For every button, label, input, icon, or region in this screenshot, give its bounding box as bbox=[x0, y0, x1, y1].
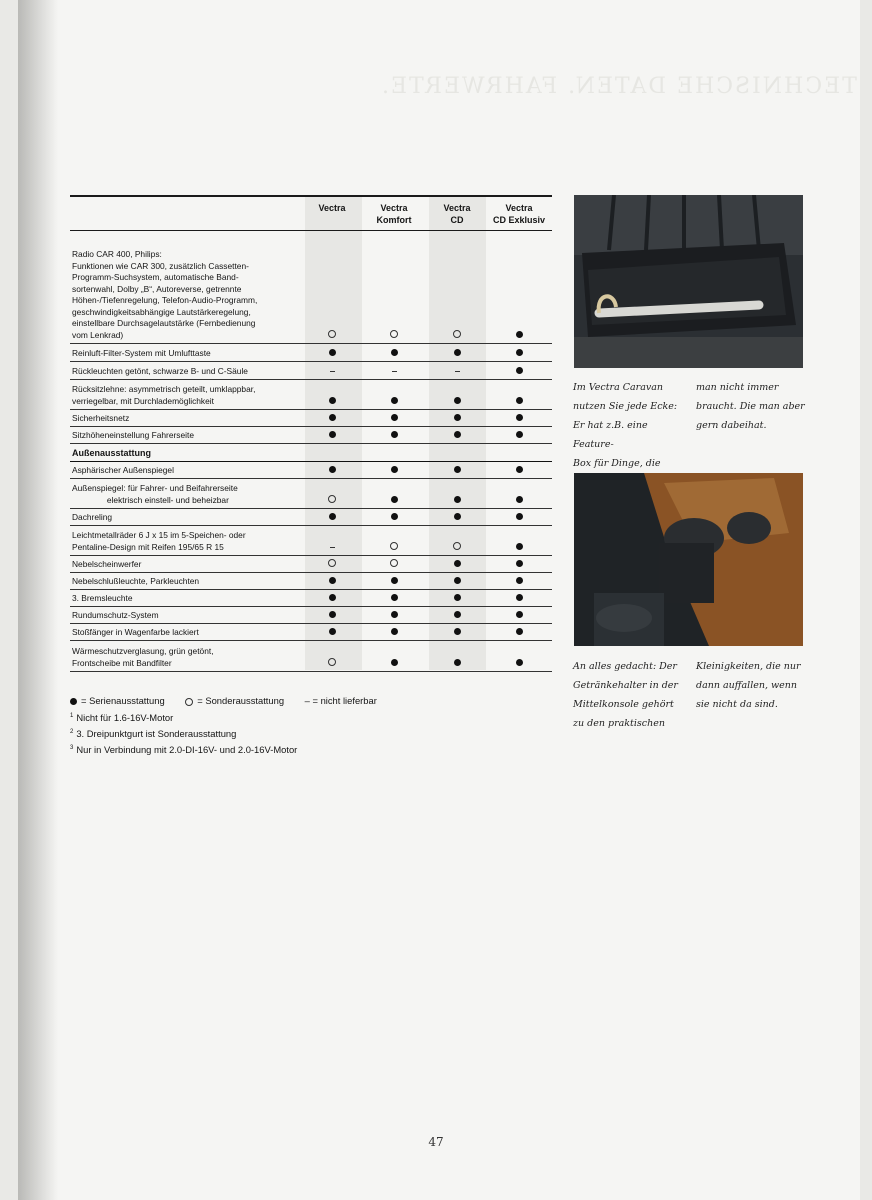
standard-mark bbox=[450, 576, 464, 587]
filled-dot-icon bbox=[391, 414, 398, 421]
unavailable-mark bbox=[387, 366, 401, 377]
filled-dot-icon bbox=[391, 628, 398, 635]
filled-dot-icon bbox=[454, 628, 461, 635]
standard-mark bbox=[387, 495, 401, 506]
standard-mark bbox=[512, 366, 526, 377]
filled-dot-icon bbox=[391, 577, 398, 584]
standard-mark bbox=[450, 559, 464, 570]
standard-mark bbox=[325, 576, 339, 587]
legend-optional: = Sonderausstattung bbox=[185, 694, 284, 707]
caption-cup-holder-2: Kleinigkeiten, die nur dann auffallen, wenn sie nicht da sind. bbox=[696, 661, 801, 710]
binding-shadow bbox=[18, 0, 58, 1200]
filled-dot-icon bbox=[516, 577, 523, 584]
standard-mark bbox=[325, 512, 339, 523]
standard-mark bbox=[325, 396, 339, 407]
standard-mark bbox=[450, 396, 464, 407]
standard-mark bbox=[450, 413, 464, 424]
filled-dot-icon bbox=[391, 659, 398, 666]
standard-mark bbox=[512, 396, 526, 407]
hollow-circle-icon bbox=[185, 698, 193, 706]
standard-mark bbox=[387, 348, 401, 359]
row-label: Asphärischer Außenspiegel bbox=[72, 464, 174, 475]
standard-mark bbox=[512, 512, 526, 523]
page-number: 47 bbox=[428, 1135, 444, 1149]
hollow-circle-icon bbox=[390, 330, 398, 338]
filled-dot-icon bbox=[516, 431, 523, 438]
filled-dot-icon bbox=[516, 560, 523, 567]
table-row bbox=[70, 641, 552, 672]
filled-dot-icon bbox=[329, 594, 336, 601]
filled-dot-icon bbox=[329, 628, 336, 635]
row-label: Dachreling bbox=[72, 511, 113, 522]
standard-mark bbox=[512, 430, 526, 441]
filled-dot-icon bbox=[454, 594, 461, 601]
hollow-circle-icon bbox=[390, 542, 398, 550]
standard-mark bbox=[512, 610, 526, 621]
filled-dot-icon bbox=[391, 431, 398, 438]
filled-dot-icon bbox=[516, 543, 523, 550]
table-row bbox=[70, 410, 552, 427]
row-label: Reinluft-Filter-System mit Umlufttaste bbox=[72, 347, 211, 358]
table-row bbox=[70, 509, 552, 526]
filled-dot-icon bbox=[516, 659, 523, 666]
show-through-title: TECHNISCHE DATEN. FAHRWERTE. bbox=[380, 74, 857, 99]
standard-mark bbox=[387, 627, 401, 638]
row-label: Radio CAR 400, Philips: Funktionen wie CAR 300, zusätzlich Cassetten- Programm-Suchsystem, automatische Band- sortenwahl, Dolby „B“, Autoreverse, getrennte Höhen-/Tiefenregelung, Telefon-Audio-Programm, geschwindigkeitsabhängige Lautstärkeregelung, einstellbare Durchsagelautstärke (Fernbedienung vom Lenkrad) bbox=[72, 249, 258, 340]
standard-mark bbox=[512, 465, 526, 476]
filled-dot-icon bbox=[329, 611, 336, 618]
table-row bbox=[70, 573, 552, 590]
table-header bbox=[70, 195, 552, 231]
row-label: Leichtmetallräder 6 J x 15 im 5-Speichen- oder Pentaline-Design mit Reifen 195/65 R 15 bbox=[72, 530, 246, 552]
standard-mark bbox=[387, 593, 401, 604]
standard-mark bbox=[450, 430, 464, 441]
table-row bbox=[70, 427, 552, 444]
filled-dot-icon bbox=[454, 349, 461, 356]
standard-mark bbox=[325, 430, 339, 441]
filled-dot-icon bbox=[391, 611, 398, 618]
row-label: Außenspiegel: für Fahrer- und Beifahrerseite elektrisch einstell- und beheizbar bbox=[72, 483, 238, 505]
standard-mark bbox=[512, 576, 526, 587]
filled-dot-icon bbox=[454, 659, 461, 666]
standard-mark bbox=[512, 413, 526, 424]
optional-mark bbox=[325, 559, 339, 570]
standard-mark bbox=[325, 465, 339, 476]
optional-mark bbox=[387, 542, 401, 553]
table-row bbox=[70, 380, 552, 410]
filled-dot-icon bbox=[329, 466, 336, 473]
dash-icon bbox=[330, 371, 335, 372]
table-row bbox=[70, 479, 552, 509]
standard-mark bbox=[387, 430, 401, 441]
standard-mark bbox=[325, 348, 339, 359]
column-header: Vectra CD Exklusiv bbox=[492, 203, 546, 225]
filled-dot-icon bbox=[454, 414, 461, 421]
row-label: Rundumschutz-System bbox=[72, 609, 159, 620]
footnote: $^2$ 3. Dreipunktgurt ist Sonderausstattung bbox=[70, 728, 237, 740]
standard-mark bbox=[325, 413, 339, 424]
cup-holder-photo bbox=[574, 473, 803, 646]
filled-dot-icon bbox=[454, 397, 461, 404]
section-row bbox=[70, 444, 552, 462]
dash-icon bbox=[455, 371, 460, 372]
standard-mark bbox=[450, 658, 464, 669]
dash-icon bbox=[392, 371, 397, 372]
standard-mark bbox=[512, 330, 526, 341]
caption-feature-box-1: Im Vectra Caravan nutzen Sie jede Ecke: Er hat z.B. eine Feature- Box für Dinge, die bbox=[573, 382, 678, 469]
table-row bbox=[70, 590, 552, 607]
filled-dot-icon bbox=[329, 431, 336, 438]
optional-mark bbox=[450, 542, 464, 553]
row-label: Nebelschlußleuchte, Parkleuchten bbox=[72, 575, 200, 586]
footnote: $^1$ Nicht für 1.6-16V-Motor bbox=[70, 712, 174, 724]
filled-dot-icon bbox=[391, 513, 398, 520]
equipment-table bbox=[70, 195, 552, 672]
standard-mark bbox=[387, 413, 401, 424]
row-label: Nebelscheinwerfer bbox=[72, 558, 142, 569]
hollow-circle-icon bbox=[390, 559, 398, 567]
filled-dot-icon bbox=[516, 594, 523, 601]
standard-mark bbox=[512, 495, 526, 506]
caption-feature-box-2: man nicht immer braucht. Die man aber gern dabeihat. bbox=[696, 382, 805, 431]
filled-dot-icon bbox=[329, 397, 336, 404]
filled-dot-icon bbox=[516, 466, 523, 473]
standard-mark bbox=[387, 576, 401, 587]
filled-dot-icon bbox=[329, 513, 336, 520]
row-label: Stoßfänger in Wagenfarbe lackiert bbox=[72, 626, 199, 637]
optional-mark bbox=[325, 658, 339, 669]
column-header: Vectra CD bbox=[443, 203, 471, 225]
filled-dot-icon bbox=[454, 431, 461, 438]
filled-dot-icon bbox=[516, 628, 523, 635]
row-label: Rücksitzlehne: asymmetrisch geteilt, umklappbar, verriegelbar, mit Durchlademöglichkeit bbox=[72, 384, 256, 406]
filled-dot-icon bbox=[391, 349, 398, 356]
filled-dot-icon bbox=[454, 513, 461, 520]
filled-dot-icon bbox=[516, 331, 523, 338]
optional-mark bbox=[387, 330, 401, 341]
table-row bbox=[70, 607, 552, 624]
footnote: $^3$ Nur in Verbindung mit 2.0-DI-16V- und 2.0-16V-Motor bbox=[70, 744, 298, 756]
filled-dot-icon bbox=[516, 611, 523, 618]
filled-dot-icon bbox=[329, 414, 336, 421]
standard-mark bbox=[325, 593, 339, 604]
filled-dot-icon bbox=[329, 349, 336, 356]
standard-mark bbox=[450, 348, 464, 359]
filled-dot-icon bbox=[516, 496, 523, 503]
standard-mark bbox=[450, 512, 464, 523]
legend-standard: = Serienausstattung bbox=[70, 694, 165, 707]
filled-dot-icon bbox=[391, 466, 398, 473]
table-body bbox=[70, 231, 552, 672]
filled-dot-icon bbox=[391, 594, 398, 601]
filled-dot-icon bbox=[516, 349, 523, 356]
filled-dot-icon bbox=[454, 466, 461, 473]
filled-dot-icon bbox=[391, 397, 398, 404]
table-row bbox=[70, 344, 552, 362]
standard-mark bbox=[512, 348, 526, 359]
row-label: 3. Bremsleuchte bbox=[72, 592, 133, 603]
table-row bbox=[70, 462, 552, 479]
table-row bbox=[70, 231, 552, 344]
filled-dot-icon bbox=[454, 496, 461, 503]
filled-dot-icon bbox=[516, 513, 523, 520]
standard-mark bbox=[387, 396, 401, 407]
table-row bbox=[70, 526, 552, 556]
standard-mark bbox=[450, 593, 464, 604]
unavailable-mark bbox=[325, 542, 339, 553]
hollow-circle-icon bbox=[328, 330, 336, 338]
standard-mark bbox=[387, 610, 401, 621]
standard-mark bbox=[512, 559, 526, 570]
table-row bbox=[70, 362, 552, 380]
filled-dot-icon bbox=[454, 560, 461, 567]
filled-dot-icon bbox=[329, 577, 336, 584]
standard-mark bbox=[450, 627, 464, 638]
standard-mark bbox=[450, 495, 464, 506]
optional-mark bbox=[450, 330, 464, 341]
row-label: Sitzhöheneinstellung Fahrerseite bbox=[72, 429, 194, 440]
filled-dot-icon bbox=[516, 397, 523, 404]
standard-mark bbox=[450, 465, 464, 476]
filled-dot-icon bbox=[454, 611, 461, 618]
filled-dot-icon bbox=[454, 577, 461, 584]
caption-cup-holder-1: An alles gedacht: Der Getränkehalter in der Mittelkonsole gehört zu den praktischen bbox=[573, 661, 678, 729]
standard-mark bbox=[512, 593, 526, 604]
feature-box-photo bbox=[574, 195, 803, 368]
unavailable-mark bbox=[450, 366, 464, 377]
hollow-circle-icon bbox=[328, 559, 336, 567]
optional-mark bbox=[325, 495, 339, 506]
standard-mark bbox=[387, 658, 401, 669]
optional-mark bbox=[325, 330, 339, 341]
standard-mark bbox=[387, 465, 401, 476]
standard-mark bbox=[450, 610, 464, 621]
filled-dot-icon bbox=[516, 367, 523, 374]
legend-unavailable: – = nicht lieferbar bbox=[304, 695, 377, 706]
dash-icon bbox=[330, 547, 335, 548]
column-header: Vectra bbox=[318, 203, 346, 213]
section-heading: Außenausstattung bbox=[72, 447, 152, 458]
standard-mark bbox=[325, 627, 339, 638]
hollow-circle-icon bbox=[328, 658, 336, 666]
hollow-circle-icon bbox=[453, 542, 461, 550]
row-label: Sicherheitsnetz bbox=[72, 412, 130, 423]
standard-mark bbox=[325, 610, 339, 621]
standard-mark bbox=[512, 658, 526, 669]
unavailable-mark bbox=[325, 366, 339, 377]
filled-dot-icon bbox=[516, 414, 523, 421]
row-label: Wärmeschutzverglasung, grün getönt, Frontscheibe mit Bandfilter bbox=[72, 646, 214, 668]
filled-dot-icon bbox=[391, 496, 398, 503]
row-label: Rückleuchten getönt, schwarze B- und C-Säule bbox=[72, 365, 248, 376]
hollow-circle-icon bbox=[453, 330, 461, 338]
filled-dot-icon bbox=[70, 698, 77, 705]
standard-mark bbox=[512, 627, 526, 638]
hollow-circle-icon bbox=[328, 495, 336, 503]
table-row bbox=[70, 556, 552, 573]
standard-mark bbox=[512, 542, 526, 553]
column-header: Vectra Komfort bbox=[376, 203, 412, 225]
table-row bbox=[70, 624, 552, 641]
legend bbox=[70, 694, 395, 707]
standard-mark bbox=[387, 512, 401, 523]
optional-mark bbox=[387, 559, 401, 570]
